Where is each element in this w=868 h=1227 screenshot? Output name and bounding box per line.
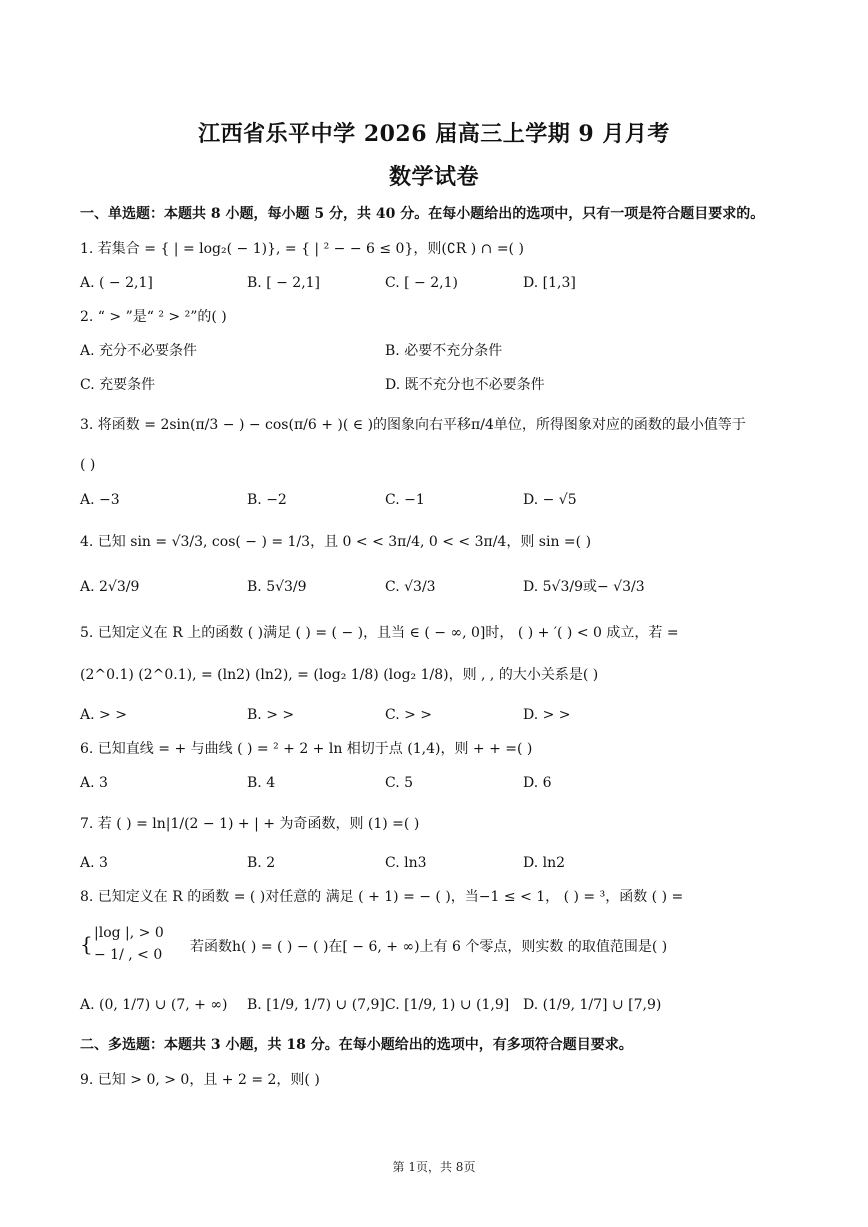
question-8-option-b: B. [1/9, 1/7) ∪ (7,9] bbox=[247, 997, 385, 1013]
question-5-option-d: D. > > bbox=[523, 707, 571, 723]
question-1-option-a: A. ( − 2,1] bbox=[80, 275, 153, 291]
question-8-piece-2: − 1/ , < 0 bbox=[94, 947, 163, 963]
question-4-stem: 4. 已知 sin = √3/3, cos( − ) = 1/3，且 0 < < 3π/4, 0 < < 3π/4，则 sin =( ) bbox=[80, 534, 592, 550]
page-footer: 第 1页，共 8页 bbox=[392, 1160, 476, 1174]
question-5-option-b: B. > > bbox=[247, 707, 295, 723]
question-8-option-d: D. (1/9, 1/7] ∪ [7,9) bbox=[523, 997, 662, 1013]
question-6-option-d: D. 6 bbox=[523, 775, 552, 791]
question-8-option-c: C. [1/9, 1) ∪ (1,9] bbox=[385, 997, 510, 1013]
question-6-option-a: A. 3 bbox=[80, 775, 108, 791]
question-7-option-b: B. 2 bbox=[247, 855, 276, 871]
question-7-option-a: A. 3 bbox=[80, 855, 108, 871]
question-4-option-a: A. 2√3/9 bbox=[80, 579, 140, 595]
question-5-option-c: C. > > bbox=[385, 707, 433, 723]
question-6-option-b: B. 4 bbox=[247, 775, 276, 791]
question-5-stem: 5. 已知定义在 R 上的函数 ( )满足 ( ) = ( − )，且当 ∈ ( − ∞, 0]时， ( ) + ′( ) < 0 成立，若 = bbox=[80, 625, 679, 641]
question-1-stem: 1. 若集合 = { | = log₂( − 1)}, = { | ² − − 6 ≤ 0}，则(∁R ) ∩ =( ) bbox=[80, 241, 524, 257]
question-2-stem: 2. “ > ”是“ ² > ²”的( ) bbox=[80, 309, 227, 325]
question-4-option-b: B. 5√3/9 bbox=[247, 579, 307, 595]
section-single-choice: 一、单选题：本题共 8 小题，每小题 5 分，共 40 分。在每小题给出的选项中，只有一项是符合题目要求的。 bbox=[80, 206, 765, 222]
question-5-option-a: A. > > bbox=[80, 707, 127, 723]
section-multi-choice: 二、多选题：本题共 3 小题，共 18 分。在每小题给出的选项中，有多项符合题目要求。 bbox=[80, 1037, 633, 1053]
question-7-option-d: D. ln2 bbox=[523, 855, 566, 871]
piecewise-brace: { bbox=[80, 932, 93, 956]
question-3-stem: 3. 将函数 = 2sin(π/3 − ) − cos(π/6 + )( ∈ )的图象向右平移π/4单位，所得图象对应的函数的最小值等于 bbox=[80, 417, 746, 433]
question-8-stem-cont: 若函数h( ) = ( ) − ( )在[ − 6, + ∞)上有 6 个零点，则实数 的取值范围是( ) bbox=[190, 939, 668, 955]
question-7-option-c: C. ln3 bbox=[385, 855, 427, 871]
question-4-option-c: C. √3/3 bbox=[385, 579, 436, 595]
question-6-stem: 6. 已知直线 = + 与曲线 ( ) = ² + 2 + ln 相切于点 (1,4)，则 + + =( ) bbox=[80, 741, 533, 757]
question-1-option-b: B. [ − 2,1] bbox=[247, 275, 321, 291]
question-5-stem-cont: (2^0.1) (2^0.1), = (ln2) (ln2), = (log₂ 1/8) (log₂ 1/8)，则 , , 的大小关系是( ) bbox=[80, 667, 599, 683]
question-2-option-a: A. 充分不必要条件 bbox=[80, 343, 198, 359]
question-8-stem: 8. 已知定义在 R 的函数 = ( )对任意的 满足 ( + 1) = − ( )，当−1 ≤ < 1， ( ) = ³，函数 ( ) = bbox=[80, 889, 684, 905]
question-6-option-c: C. 5 bbox=[385, 775, 414, 791]
question-3-option-d: D. − √5 bbox=[523, 492, 577, 508]
question-1-option-d: D. [1,3] bbox=[523, 275, 576, 291]
question-2-option-d: D. 既不充分也不必要条件 bbox=[385, 377, 545, 393]
exam-title: 江西省乐平中学 2026 届高三上学期 9 月月考 bbox=[198, 121, 670, 147]
question-3-option-a: A. −3 bbox=[80, 492, 120, 508]
question-3-option-b: B. −2 bbox=[247, 492, 287, 508]
question-4-option-d: D. 5√3/9或− √3/3 bbox=[523, 579, 645, 595]
question-3-stem-cont: ( ) bbox=[80, 457, 96, 473]
question-2-option-c: C. 充要条件 bbox=[80, 377, 156, 393]
question-3-option-c: C. −1 bbox=[385, 492, 425, 508]
question-1-option-c: C. [ − 2,1) bbox=[385, 275, 458, 291]
question-9-stem: 9. 已知 > 0, > 0，且 + 2 = 2，则( ) bbox=[80, 1072, 320, 1088]
question-8-piece-1: |log |, > 0 bbox=[94, 925, 164, 941]
question-2-option-b: B. 必要不充分条件 bbox=[385, 343, 503, 359]
question-8-option-a: A. (0, 1/7) ∪ (7, + ∞) bbox=[80, 997, 228, 1013]
question-7-stem: 7. 若 ( ) = ln|1/(2 − 1) + | + 为奇函数，则 (1) =( ) bbox=[80, 816, 420, 832]
exam-subtitle: 数学试卷 bbox=[388, 164, 479, 190]
